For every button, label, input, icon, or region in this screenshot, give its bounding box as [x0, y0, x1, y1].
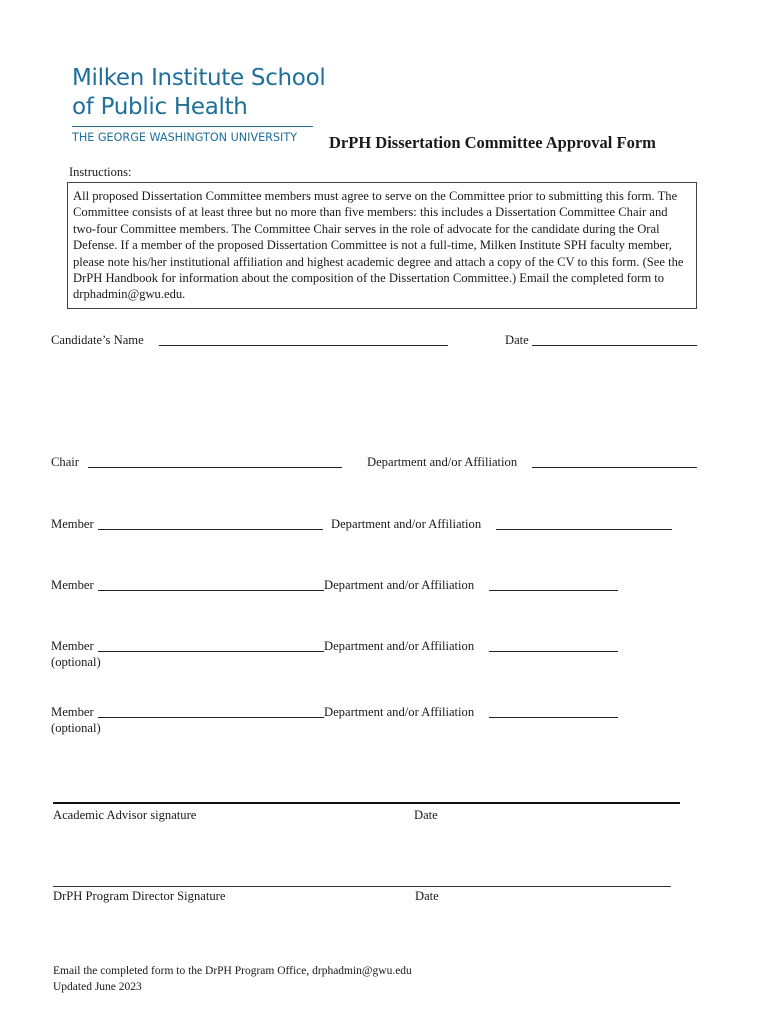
chair-dept-line[interactable] — [532, 467, 697, 468]
member-3-label: Member — [51, 639, 94, 653]
member-3-line[interactable] — [98, 651, 324, 652]
candidate-name-line[interactable] — [159, 345, 448, 346]
advisor-date-label: Date — [414, 808, 438, 822]
member-2-label: Member — [51, 578, 94, 592]
member-1-line[interactable] — [98, 529, 323, 530]
logo-university-name: THE GEORGE WASHINGTON UNIVERSITY — [72, 131, 298, 144]
member-2-line[interactable] — [98, 590, 324, 591]
footer-email-note: Email the completed form to the DrPH Program Office, drphadmin@gwu.edu — [53, 965, 412, 977]
member-4-optional-label: (optional) — [51, 721, 101, 735]
member-4-line[interactable] — [98, 717, 324, 718]
logo-school-name: Milken Institute School — [72, 65, 326, 91]
footer-updated: Updated June 2023 — [53, 981, 142, 993]
member-3-optional-label: (optional) — [51, 655, 101, 669]
member-2-dept-label: Department and/or Affiliation — [324, 578, 475, 592]
member-3-dept-line[interactable] — [489, 651, 618, 652]
instructions-box: All proposed Dissertation Committee members must agree to serve on the Committee prior to submitting this form. The Committee consists of at least three but no more than five members: this includes a Dissertation Committee Chair and two-four Committee members. The Committee Chair serves in the role of advocate for the candidate during the Oral Defense. If a member of the proposed Dissertation Committee is not a full-time, Milken Institute SPH faculty member, please note his/her institutional affiliation and highest academic degree and attach a copy of the CV to this form. (See the DrPH Handbook for information about the composition of the Dissertation Committee.) Email the completed form to drphadmin@gwu.edu. — [67, 182, 697, 309]
logo-divider — [72, 126, 313, 127]
form-title: DrPH Dissertation Committee Approval Form — [329, 133, 656, 152]
advisor-signature-line[interactable] — [53, 802, 680, 804]
director-signature-label: DrPH Program Director Signature — [53, 889, 226, 903]
candidate-name-label: Candidate’s Name — [51, 333, 144, 347]
director-date-label: Date — [415, 889, 439, 903]
member-4-dept-label: Department and/or Affiliation — [324, 705, 475, 719]
candidate-date-label: Date — [505, 333, 529, 347]
instructions-label: Instructions: — [69, 165, 132, 179]
member-1-label: Member — [51, 517, 94, 531]
member-1-dept-line[interactable] — [496, 529, 672, 530]
candidate-date-line[interactable] — [532, 345, 697, 346]
member-2-dept-line[interactable] — [489, 590, 618, 591]
chair-dept-label: Department and/or Affiliation — [367, 455, 518, 469]
logo-school-name-line2: of Public Health — [72, 94, 248, 120]
chair-line[interactable] — [88, 467, 342, 468]
member-4-label: Member — [51, 705, 94, 719]
advisor-signature-label: Academic Advisor signature — [53, 808, 197, 822]
member-4-dept-line[interactable] — [489, 717, 618, 718]
member-1-dept-label: Department and/or Affiliation — [331, 517, 482, 531]
member-3-dept-label: Department and/or Affiliation — [324, 639, 475, 653]
director-signature-line[interactable] — [53, 886, 671, 887]
chair-label: Chair — [51, 455, 79, 469]
